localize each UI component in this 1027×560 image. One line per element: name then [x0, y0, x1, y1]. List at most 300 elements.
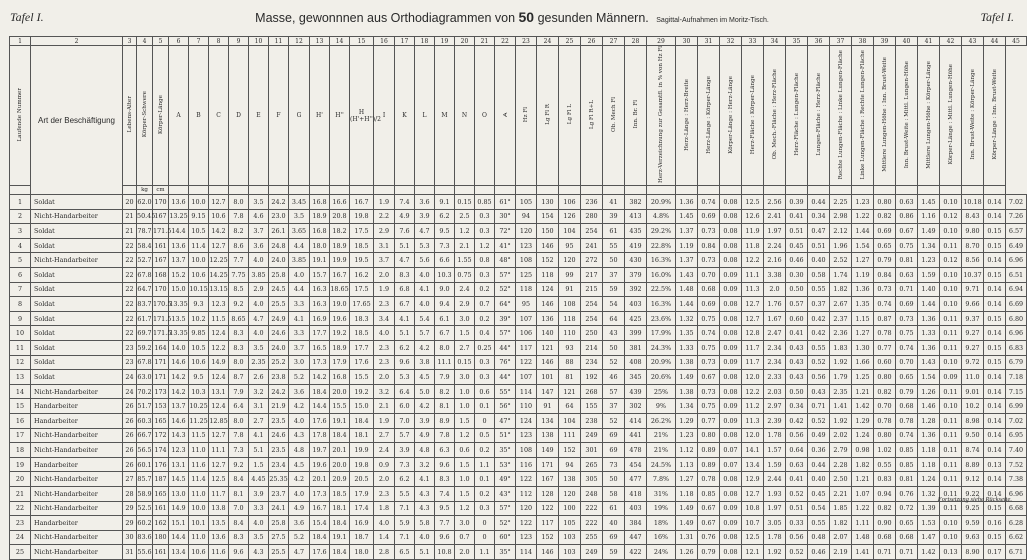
value-cell: 23.7 [269, 486, 289, 501]
unit-cell [269, 186, 289, 195]
unit-cell [984, 186, 1006, 195]
column-header [720, 46, 742, 186]
column-header [495, 46, 516, 186]
value-cell: 18.9 [330, 340, 350, 355]
value-cell: 12.3 [209, 297, 229, 312]
value-cell: 40 [603, 516, 625, 531]
value-cell: 3.5 [249, 530, 269, 545]
column-header-label: Körper-Länge : Herz-Länge [727, 75, 734, 154]
value-cell: 0.65 [874, 238, 896, 253]
value-cell: 1.41 [830, 399, 852, 414]
column-number: 25 [559, 37, 581, 46]
value-cell: 60.1 [137, 457, 153, 472]
table-row [10, 516, 1027, 531]
column-header [455, 46, 475, 186]
value-cell: 107 [516, 370, 537, 385]
value-cell: 104 [559, 413, 581, 428]
value-cell: 23.0 [269, 209, 289, 224]
value-cell: 6.68 [1006, 501, 1027, 516]
value-cell: 20.9% [647, 355, 676, 370]
value-cell: 13.35 [169, 326, 189, 341]
column-header [229, 46, 249, 186]
value-cell: 171.5 [153, 224, 169, 239]
value-cell: 111 [559, 428, 581, 443]
value-cell: 3.3 [289, 326, 310, 341]
value-cell: 0.14 [984, 209, 1006, 224]
value-cell: 20 [123, 195, 137, 210]
value-cell: 241 [581, 238, 603, 253]
value-cell: 4.8% [647, 209, 676, 224]
value-cell: 44° [495, 340, 516, 355]
column-number-row [10, 37, 1027, 46]
column-number: 23 [516, 37, 537, 46]
column-header-label: Herz-Fläche : Körper-Länge [749, 74, 756, 155]
value-cell: 0.08 [720, 428, 742, 443]
value-cell: 11.7 [742, 340, 764, 355]
column-header [647, 46, 676, 186]
value-cell: 1.83 [830, 340, 852, 355]
value-cell: 1.41 [852, 545, 874, 560]
column-header-label: Lg Fl R+L [588, 99, 595, 130]
column-header [559, 46, 581, 186]
value-cell: 1.45 [676, 209, 698, 224]
value-cell: 5.1 [395, 326, 415, 341]
value-cell: 24.0 [269, 340, 289, 355]
value-cell: 0.08 [720, 253, 742, 268]
value-cell: 0.71 [896, 545, 918, 560]
value-cell: 1.29 [852, 413, 874, 428]
row-number: 20 [10, 472, 31, 487]
value-cell: 0.42 [786, 413, 808, 428]
value-cell: 3.7 [289, 340, 310, 355]
value-cell: 0.15 [984, 238, 1006, 253]
value-cell: 0.68 [896, 530, 918, 545]
value-cell: 1.34 [676, 399, 698, 414]
value-cell: 3.5 [249, 195, 269, 210]
value-cell: 2.52 [830, 253, 852, 268]
value-cell: 10.5 [189, 340, 209, 355]
value-cell: 0.14 [984, 486, 1006, 501]
value-cell: 19.8 [350, 209, 374, 224]
value-cell: 4.4 [289, 238, 310, 253]
value-cell: 0.07 [720, 443, 742, 458]
occupation-cell: Soldat [31, 297, 123, 312]
column-header-label: Ob. Mech Fl [610, 97, 617, 132]
value-cell: 76° [495, 355, 516, 370]
value-cell: 1.36 [676, 195, 698, 210]
value-cell: 31% [647, 486, 676, 501]
value-cell: 0.15 [984, 224, 1006, 239]
value-cell: 1.31 [676, 530, 698, 545]
row-number: 6 [10, 268, 31, 283]
table-row [10, 472, 1027, 487]
value-cell: 1.53 [918, 516, 940, 531]
value-cell: 9.5 [189, 370, 209, 385]
value-cell: 120 [516, 501, 537, 516]
value-cell: 22 [123, 253, 137, 268]
value-cell: 0.71 [896, 282, 918, 297]
unit-cell [940, 186, 962, 195]
value-cell: 6.99 [1006, 399, 1027, 414]
value-cell: 249 [581, 428, 603, 443]
value-cell: 6.49 [1006, 238, 1027, 253]
unit-cm: cm [153, 186, 169, 195]
value-cell: 105 [559, 516, 581, 531]
value-cell: 0.15 [455, 195, 475, 210]
unit-cell [495, 186, 516, 195]
value-cell: 4.0 [249, 326, 269, 341]
value-cell: 37 [603, 268, 625, 283]
value-cell: 12.6 [742, 209, 764, 224]
value-cell: 1.4 [374, 530, 395, 545]
value-cell: 0.75 [698, 399, 720, 414]
value-cell: 1.0 [455, 472, 475, 487]
column-number: 7 [189, 37, 209, 46]
value-cell: 0.25 [475, 340, 495, 355]
value-cell: 0.76 [698, 530, 720, 545]
value-cell: 9.80 [962, 224, 984, 239]
value-cell: 147 [537, 384, 559, 399]
value-cell: 57° [495, 326, 516, 341]
occupation-cell: Nicht-Handarbeiter [31, 545, 123, 560]
column-header [537, 46, 559, 186]
column-header-label: K [402, 112, 407, 120]
value-cell: 0.3 [475, 355, 495, 370]
value-cell: 174 [153, 443, 169, 458]
value-cell: 95 [516, 297, 537, 312]
value-cell: 0.09 [720, 516, 742, 531]
value-cell: 8.90 [962, 545, 984, 560]
value-cell: 1.55 [455, 253, 475, 268]
value-cell: 88 [559, 355, 581, 370]
column-number: 21 [475, 37, 495, 46]
value-cell: 2.0 [455, 545, 475, 560]
value-cell: 20.0 [330, 384, 350, 399]
value-cell: 3.5 [249, 340, 269, 355]
value-cell: 13.5 [209, 516, 229, 531]
value-cell: 15.0 [350, 399, 374, 414]
column-number: 27 [603, 37, 625, 46]
row-number: 2 [10, 209, 31, 224]
table-row [10, 282, 1027, 297]
value-cell: 254 [581, 224, 603, 239]
value-cell: 0.56 [786, 530, 808, 545]
value-cell: 13.7 [169, 253, 189, 268]
value-cell: 0.08 [720, 370, 742, 385]
value-cell: 121 [559, 384, 581, 399]
value-cell: 10.8 [742, 501, 764, 516]
value-cell: 4.1 [415, 472, 435, 487]
value-cell: 58 [603, 486, 625, 501]
value-cell: 0.43 [808, 384, 830, 399]
value-cell: 0.16 [984, 516, 1006, 531]
value-cell: 2.1 [455, 238, 475, 253]
value-cell: 10.18 [962, 195, 984, 210]
unit-cell [698, 186, 720, 195]
value-cell: 0.77 [874, 340, 896, 355]
value-cell: 1.25 [852, 370, 874, 385]
value-cell: 24.5% [647, 457, 676, 472]
value-cell: 0.09 [720, 501, 742, 516]
value-cell: 18.65 [330, 282, 350, 297]
value-cell: 430 [625, 253, 647, 268]
value-cell: 0.14 [984, 384, 1006, 399]
value-cell: 10.0 [189, 501, 209, 516]
value-cell: 408 [625, 355, 647, 370]
value-cell: 0.90 [874, 516, 896, 531]
value-cell: 0.68 [698, 282, 720, 297]
value-cell: 11.9 [742, 224, 764, 239]
value-cell: 10.0 [189, 253, 209, 268]
value-cell: 0.08 [720, 326, 742, 341]
value-cell: 1.21 [852, 384, 874, 399]
value-cell: 122 [516, 472, 537, 487]
column-header-label: A [176, 112, 181, 120]
value-cell: 1.54 [852, 238, 874, 253]
value-cell: 265 [581, 457, 603, 472]
value-cell: 2.9 [374, 224, 395, 239]
value-cell: 3.05 [764, 516, 786, 531]
value-cell: 3.1 [249, 399, 269, 414]
value-cell: 7.52 [1006, 457, 1027, 472]
value-cell: 9.6 [435, 457, 455, 472]
value-cell: 7.8 [229, 428, 249, 443]
value-cell: 4.2 [415, 340, 435, 355]
value-cell: 0.50 [786, 282, 808, 297]
value-cell: 1.42 [852, 399, 874, 414]
value-cell: 0.70 [698, 268, 720, 283]
value-cell: 4.2 [289, 399, 310, 414]
unit-cell [918, 186, 940, 195]
column-header [330, 46, 350, 186]
table-row [10, 399, 1027, 414]
table-row [10, 224, 1027, 239]
value-cell: 4.0 [415, 268, 435, 283]
value-cell: 130 [537, 195, 559, 210]
value-cell: 254 [581, 311, 603, 326]
value-cell: 4.4 [289, 282, 310, 297]
value-cell: 5.3 [415, 238, 435, 253]
value-cell: 9.6 [435, 530, 455, 545]
value-cell: 17.3 [310, 486, 330, 501]
value-cell: 22 [123, 297, 137, 312]
value-cell: 0.73 [698, 224, 720, 239]
value-cell: 3.3 [249, 501, 269, 516]
row-number: 14 [10, 384, 31, 399]
value-cell: 43° [495, 486, 516, 501]
value-cell: 447 [625, 530, 647, 545]
value-cell: 19.1 [310, 253, 330, 268]
column-number: 31 [698, 37, 720, 46]
value-cell: 0.44 [808, 457, 830, 472]
value-cell: 55° [495, 384, 516, 399]
column-header [137, 46, 153, 186]
value-cell: 17.9 [350, 486, 374, 501]
occupation-cell: Soldat [31, 370, 123, 385]
value-cell: 1.0 [455, 384, 475, 399]
value-cell: 6.69 [1006, 297, 1027, 312]
value-cell: 0.69 [896, 297, 918, 312]
value-cell: 19.0 [330, 297, 350, 312]
value-cell: 2.0 [374, 370, 395, 385]
value-cell: 126 [559, 209, 581, 224]
value-cell: 2.21 [830, 486, 852, 501]
value-cell: 2.9 [249, 282, 269, 297]
unit-cell [374, 186, 395, 195]
value-cell: 0.65 [896, 370, 918, 385]
value-cell: 0.46 [786, 253, 808, 268]
value-cell: 30 [123, 530, 137, 545]
row-number: 9 [10, 311, 31, 326]
value-cell: 0.51 [786, 501, 808, 516]
value-cell: 6.4 [229, 399, 249, 414]
value-cell: 120 [516, 224, 537, 239]
value-cell: 3.38 [764, 268, 786, 283]
value-cell: 5.2 [289, 370, 310, 385]
value-cell: 0.11 [940, 472, 962, 487]
value-cell: 1.54 [918, 370, 940, 385]
unit-cell [720, 186, 742, 195]
value-cell: 5.9 [395, 516, 415, 531]
value-cell: 3.65 [289, 224, 310, 239]
value-cell: 16.8 [310, 195, 330, 210]
value-cell: 268 [581, 384, 603, 399]
value-cell: 10.37 [962, 268, 984, 283]
value-cell: 1.29 [676, 413, 698, 428]
value-cell: 215 [581, 282, 603, 297]
value-cell: 0.34 [808, 209, 830, 224]
column-header-label: Mittlere Lungen-Höhe : Inn. Brust-Weite [881, 57, 888, 172]
value-cell: 50 [603, 340, 625, 355]
unit-cell [516, 186, 537, 195]
value-cell: 24.1 [269, 501, 289, 516]
value-cell: 0.10 [940, 224, 962, 239]
value-cell: 18.4 [330, 428, 350, 443]
value-cell: 8.1 [229, 486, 249, 501]
value-cell: 12.4 [209, 399, 229, 414]
value-cell: 1.47 [918, 530, 940, 545]
column-header [310, 46, 330, 186]
value-cell: 52° [495, 282, 516, 297]
value-cell: 24.2 [269, 384, 289, 399]
value-cell: 13.15 [209, 282, 229, 297]
value-cell: 9.2 [229, 457, 249, 472]
value-cell: 8.9 [435, 413, 455, 428]
value-cell: 0.15 [984, 340, 1006, 355]
value-cell: 2.34 [764, 355, 786, 370]
value-cell: 0.68 [874, 530, 896, 545]
value-cell: 94 [559, 457, 581, 472]
value-cell: 7.9 [229, 384, 249, 399]
value-cell: 1.07 [852, 486, 874, 501]
value-cell: 0 [475, 516, 495, 531]
column-header-label: M [441, 112, 448, 120]
row-number: 13 [10, 370, 31, 385]
occupation-cell: Soldat [31, 326, 123, 341]
value-cell: 1.24 [918, 472, 940, 487]
value-cell: 1.21 [852, 472, 874, 487]
value-cell: 0.51 [808, 238, 830, 253]
value-cell: 0.70 [874, 399, 896, 414]
value-cell: 1.13 [676, 457, 698, 472]
value-cell: 105 [516, 195, 537, 210]
row-number: 21 [10, 486, 31, 501]
value-cell: 171.5 [153, 311, 169, 326]
value-cell: 21 [123, 209, 137, 224]
value-cell: 8.65 [229, 311, 249, 326]
value-cell: 6.51 [1006, 268, 1027, 283]
value-cell: 2.19 [830, 545, 852, 560]
value-cell: 0.10 [940, 195, 962, 210]
unit-cell [415, 186, 435, 195]
value-cell: 1.36 [918, 311, 940, 326]
value-cell: 3.7 [374, 253, 395, 268]
value-cell: 16% [647, 530, 676, 545]
value-cell: 0.08 [720, 545, 742, 560]
value-cell: 152 [559, 443, 581, 458]
column-header [940, 46, 962, 186]
value-cell: 1.92 [764, 545, 786, 560]
value-cell: 1.44 [676, 297, 698, 312]
value-cell: 12.8 [742, 326, 764, 341]
row-number: 16 [10, 413, 31, 428]
value-cell: 21% [647, 443, 676, 458]
value-cell: 11.1 [209, 443, 229, 458]
column-header-label: Lebens-Alter [126, 96, 133, 133]
value-cell: 1.32 [918, 486, 940, 501]
value-cell: 52.5 [137, 501, 153, 516]
value-cell: 0.12 [940, 209, 962, 224]
value-cell: 0.08 [720, 486, 742, 501]
value-cell: 23.5 [269, 443, 289, 458]
value-cell: 4.7 [395, 253, 415, 268]
value-cell: 26 [123, 399, 137, 414]
value-cell: 4.9 [289, 501, 310, 516]
value-cell: 0.67 [698, 516, 720, 531]
value-cell: 11.5 [209, 311, 229, 326]
value-cell: 20.8 [330, 209, 350, 224]
value-cell: 0.43 [786, 370, 808, 385]
value-cell: 0.80 [698, 428, 720, 443]
value-cell: 0.89 [698, 457, 720, 472]
value-cell: 14.2 [310, 370, 330, 385]
unit-cell [123, 186, 137, 195]
value-cell: 5.5 [395, 486, 415, 501]
value-cell: 59.2 [137, 340, 153, 355]
value-cell: 13.6 [209, 530, 229, 545]
value-cell: 4.5 [289, 457, 310, 472]
value-cell: 0.40 [808, 253, 830, 268]
value-cell: 1.26 [676, 545, 698, 560]
value-cell: 0.42 [808, 326, 830, 341]
value-cell: 7.3 [395, 457, 415, 472]
value-cell: 57° [495, 501, 516, 516]
value-cell: 70.2 [137, 384, 153, 399]
value-cell: 171 [153, 370, 169, 385]
value-cell: 8.89 [962, 457, 984, 472]
value-cell: 7.3 [435, 238, 455, 253]
value-cell: 1.38 [676, 355, 698, 370]
value-cell: 1.9 [374, 282, 395, 297]
column-header-label: Körper-Länge : Inn. Brust-Weite [991, 69, 998, 160]
value-cell: 57° [495, 268, 516, 283]
value-cell: 0.74 [698, 326, 720, 341]
value-cell: 108 [516, 253, 537, 268]
value-cell: 0.85 [896, 443, 918, 458]
value-cell: 1.92 [830, 413, 852, 428]
value-cell: 3.5 [289, 209, 310, 224]
value-cell: 3.85 [289, 253, 310, 268]
